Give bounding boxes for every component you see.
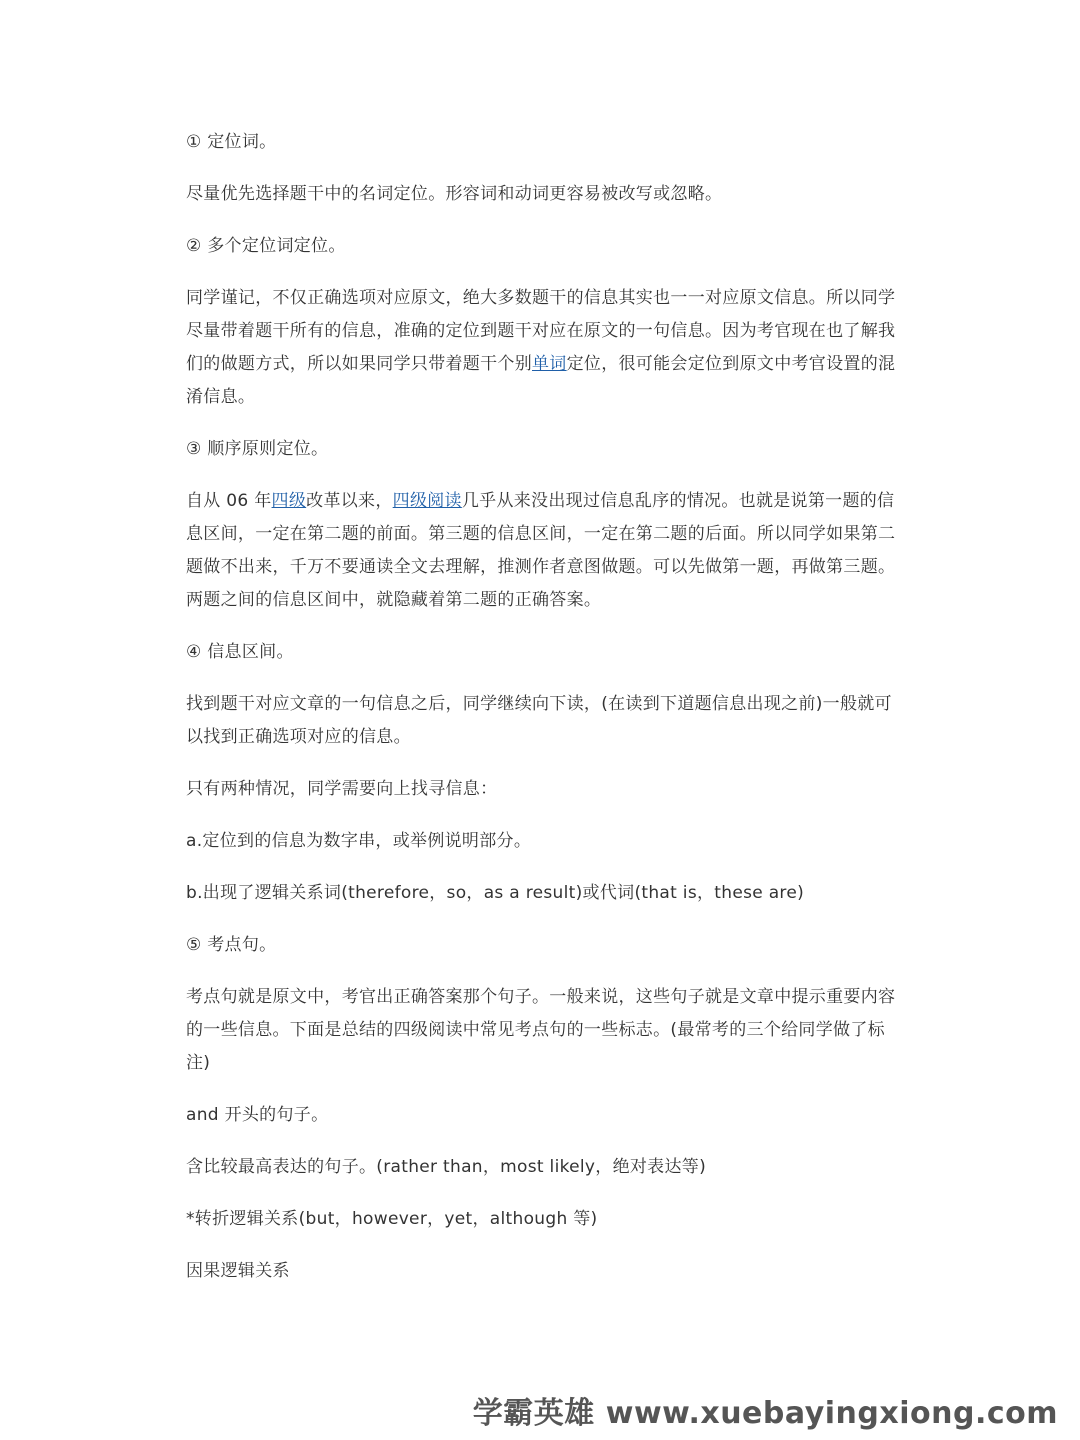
paragraph-noun-locating: 尽量优先选择题干中的名词定位。形容词和动词更容易被改写或忽略。 (186, 184, 723, 204)
paragraph-info-range: 找到题干对应文章的一句信息之后，同学继续向下读，(在读到下道题信息出现之前)一般就可以找到正确选项对应的信息。 (186, 694, 892, 747)
link-word[interactable]: 单词 (532, 354, 567, 374)
section-heading-multiple-locators: ② 多个定位词定位。 (186, 236, 346, 256)
marker-comparison: 含比较最高表达的句子。(rather than，most likely，绝对表达等) (186, 1157, 707, 1177)
marker-and-start: and 开头的句子。 (186, 1105, 329, 1125)
paragraph-key-sentence: 考点句就是原文中，考官出正确答案那个句子。一般来说，这些句子就是文章中提示重要内容的一些信息。下面是总结的四级阅读中常见考点句的一些标志。(最常考的三个给同学做了标注) (186, 987, 896, 1073)
section-heading-key-sentence: ⑤ 考点句。 (186, 935, 277, 955)
watermark: 学霸英雄 www.xuebayingxiong.com (472, 1396, 1058, 1431)
section-heading-locator-words: ① 定位词。 (186, 132, 277, 152)
paragraph-text: 几乎从来没出现过信息乱序的情况。也就是说第一题的信息区间，一定在第二题的前面。第三题的信息区间，一定在第二题的后面。所以同学如果第二题做不出来，千万不要通读全文去理解，推测作者意图做题。可以先做第一题，再做第三题。两题之间的信息区间中，就隐藏着第二题的正确答案。 (186, 491, 896, 610)
paragraph-text: 同学谨记，不仅正确选项对应原文，绝大多数题干的信息其实也一一对应原文信息。所以同学尽量带着题干所有的信息，准确的定位到题干对应在原文的一句信息。因为考官现在也了解我们的做题方式，所以如果同学只带着题干个别 (186, 288, 896, 374)
marker-contrast: *转折逻辑关系(but，however，yet，although 等) (186, 1209, 598, 1229)
marker-cause-effect: 因果逻辑关系 (186, 1261, 290, 1281)
section-heading-info-range: ④ 信息区间。 (186, 642, 294, 662)
paragraph-multiple-locators (186, 282, 898, 414)
list-item-b: b.出现了逻辑关系词(therefore，so，as a result)或代词(that is，these are) (186, 883, 805, 903)
paragraph-text: 改革以来， (306, 491, 393, 511)
paragraph-text: 自从 06 年 (186, 491, 272, 511)
paragraph-text: 定位，很可能会定位到原文中考官设置的混淆信息。 (186, 354, 896, 407)
article-body (186, 126, 898, 1288)
link-cet4[interactable]: 四级 (271, 491, 307, 511)
section-heading-order-principle: ③ 顺序原则定位。 (186, 439, 329, 459)
list-item-a: a.定位到的信息为数字串，或举例说明部分。 (186, 831, 532, 851)
paragraph-order-principle (186, 485, 898, 617)
link-cet4-reading[interactable]: 四级阅读 (392, 491, 462, 511)
paragraph-two-cases: 只有两种情况，同学需要向上找寻信息： (186, 779, 498, 799)
